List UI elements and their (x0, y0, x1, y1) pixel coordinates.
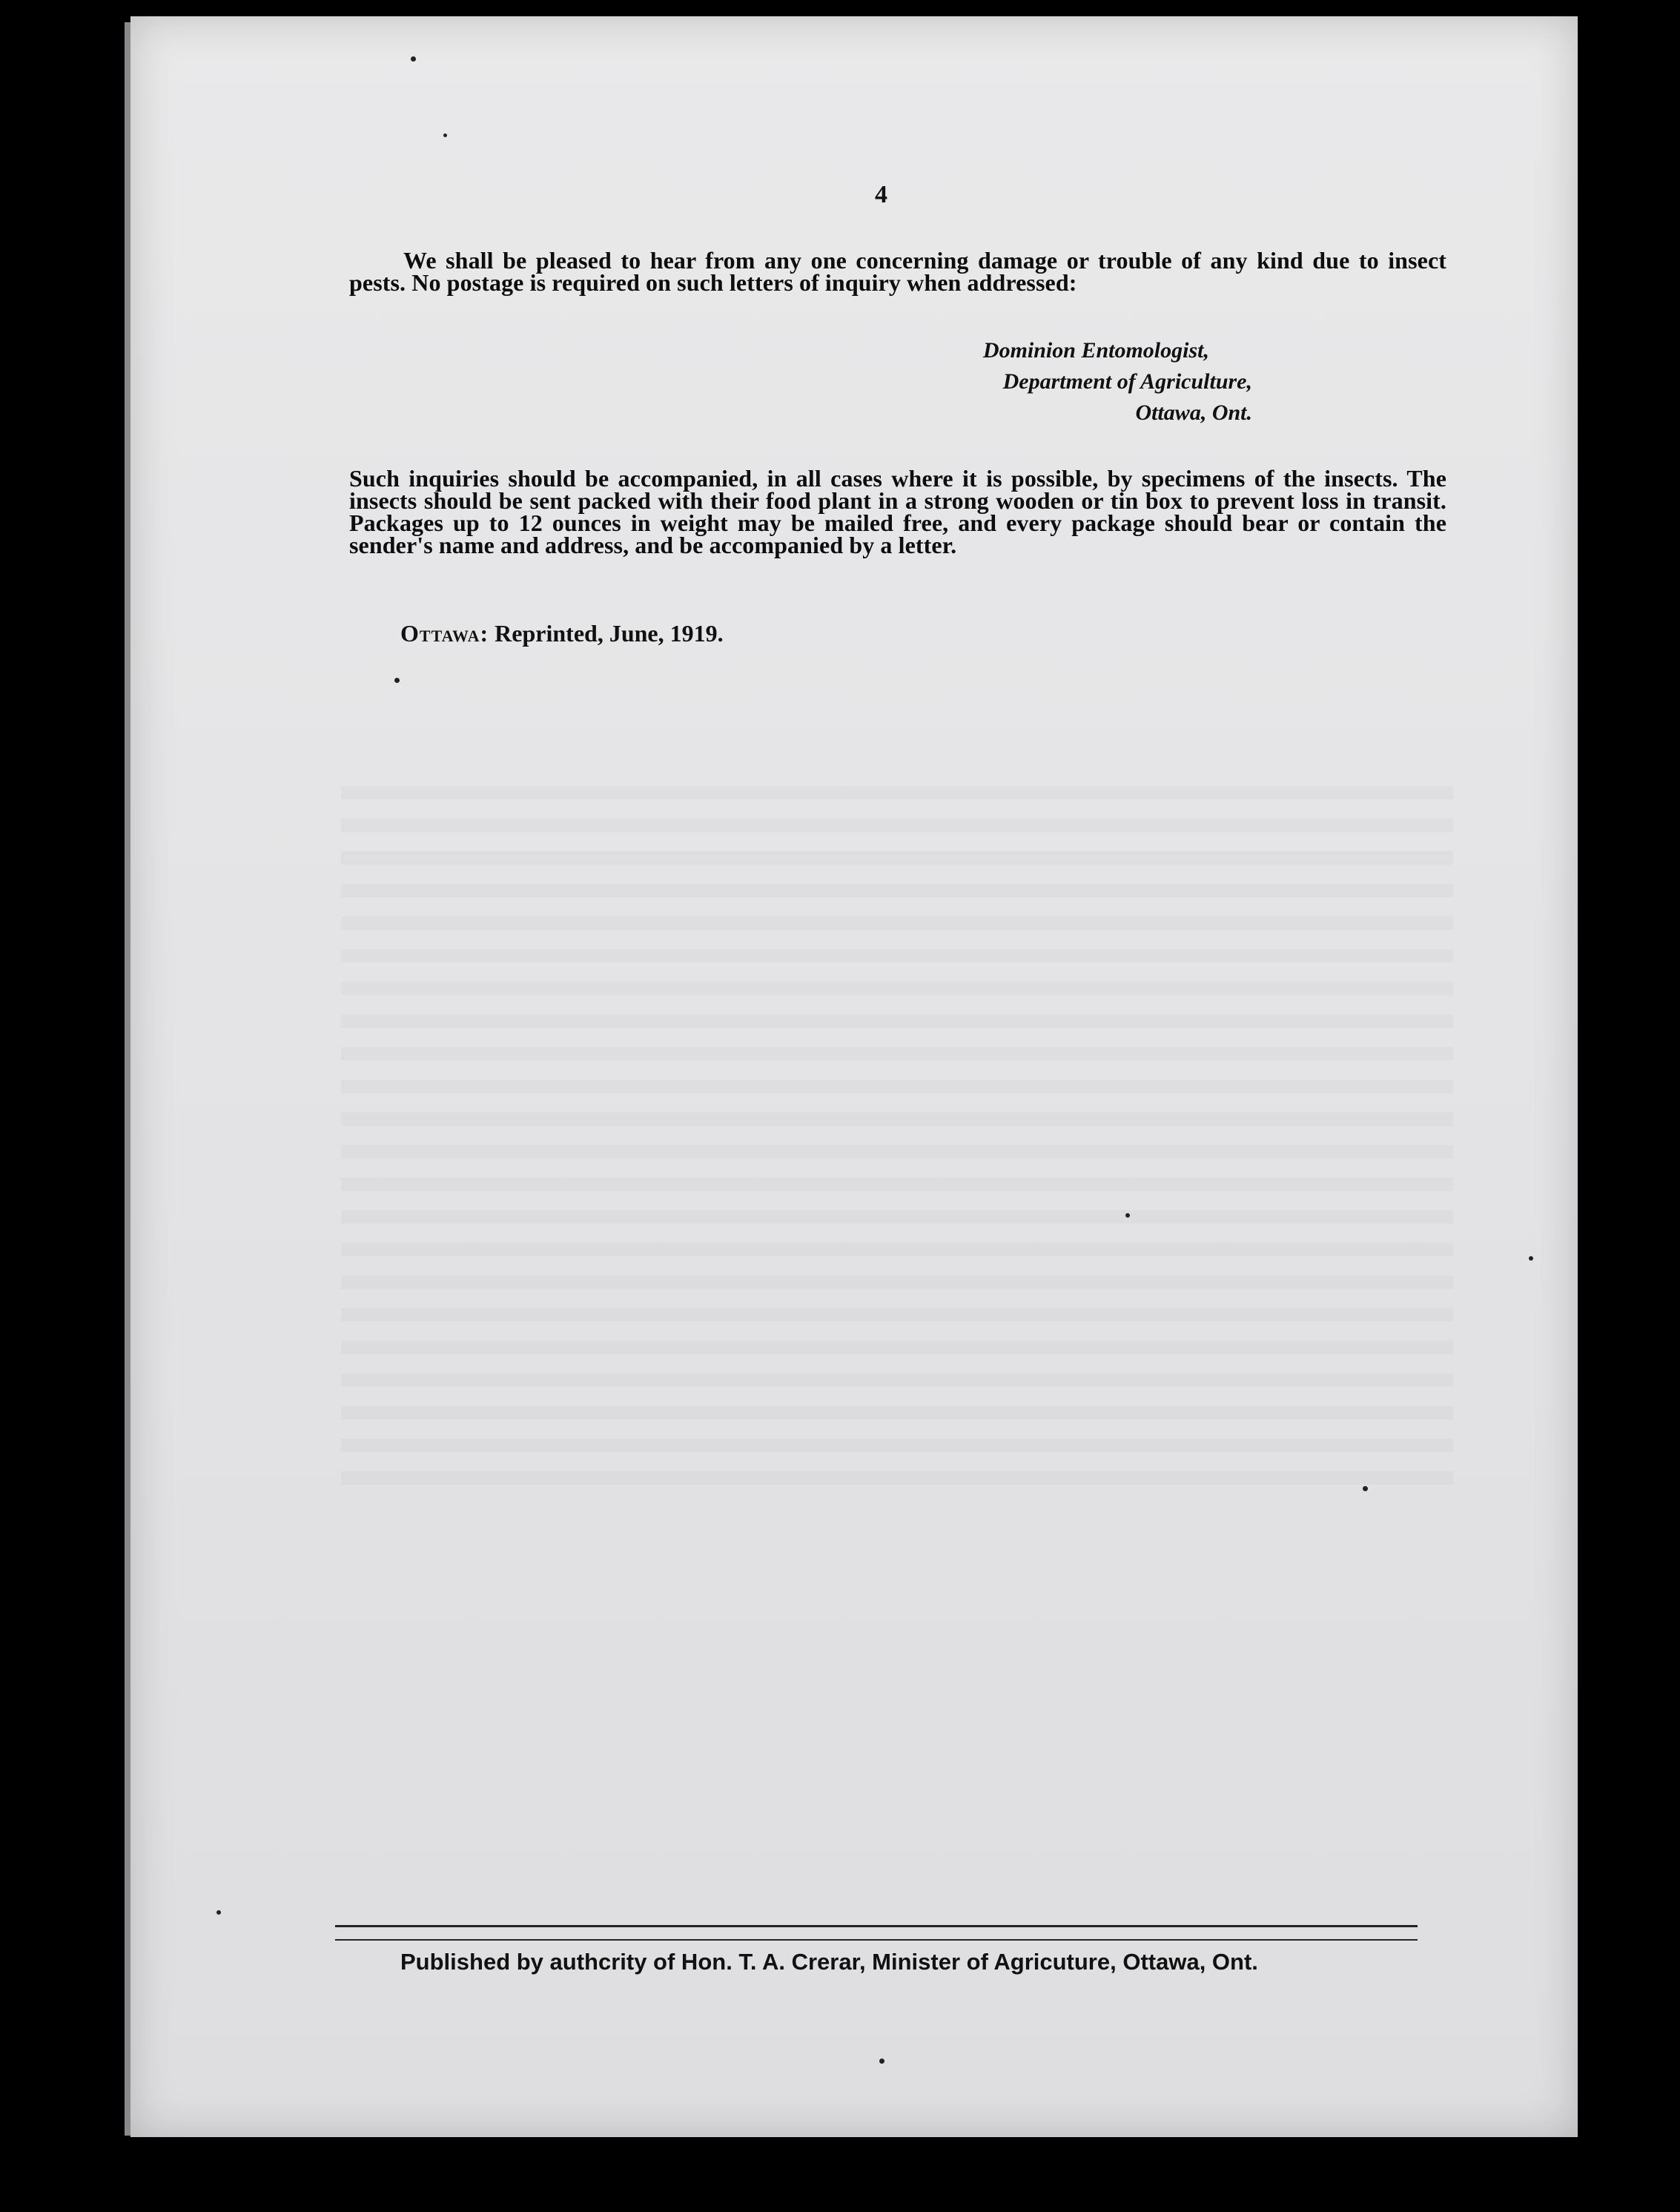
specimen-paragraph: Such inquiries should be accompanied, in all cases where it is possible, by specimens of the insects. The insects should be sent packed with their food plant in a strong wooden or tin box to prevent loss in transit. Packages up to 12 ounces in weight may be mailed free, and every package should bear or contain the sender's name and address, and be accompanied by a letter. (349, 465, 1446, 558)
address-line-department: Department of Agriculture, (1002, 369, 1252, 394)
address-line-entomologist: Dominion Entomologist, (982, 338, 1209, 363)
dateline-text: Reprinted, June, 1919. (495, 620, 724, 647)
scan-speck (411, 56, 416, 62)
publisher-line: Published by authcrity of Hon. T. A. Crerar, Minister of Agricuture, Ottawa, Ont. (400, 1949, 1258, 1975)
scan-speck (394, 678, 400, 683)
scan-speck (879, 2059, 884, 2064)
inquiry-paragraph: We shall be pleased to hear from any one concerning damage or trouble of any kind due to insect pests. No postage is required on such letters of inquiry when addressed: (349, 247, 1446, 296)
scan-speck (216, 1910, 221, 1915)
scan-speck (443, 133, 447, 137)
footer-rule-bottom (335, 1939, 1418, 1941)
mailing-address (982, 335, 1252, 429)
scan-speck (1363, 1486, 1368, 1491)
scan-speck (1529, 1256, 1533, 1261)
reprint-dateline (400, 620, 724, 647)
bleed-through-shading (341, 786, 1453, 1498)
dateline-place: Ottawa: (400, 620, 489, 647)
page-number: 4 (875, 181, 887, 208)
footer-rule-top (335, 1925, 1418, 1927)
address-line-city: Ottawa, Ont. (1135, 400, 1252, 425)
scan-speck (1125, 1213, 1130, 1218)
